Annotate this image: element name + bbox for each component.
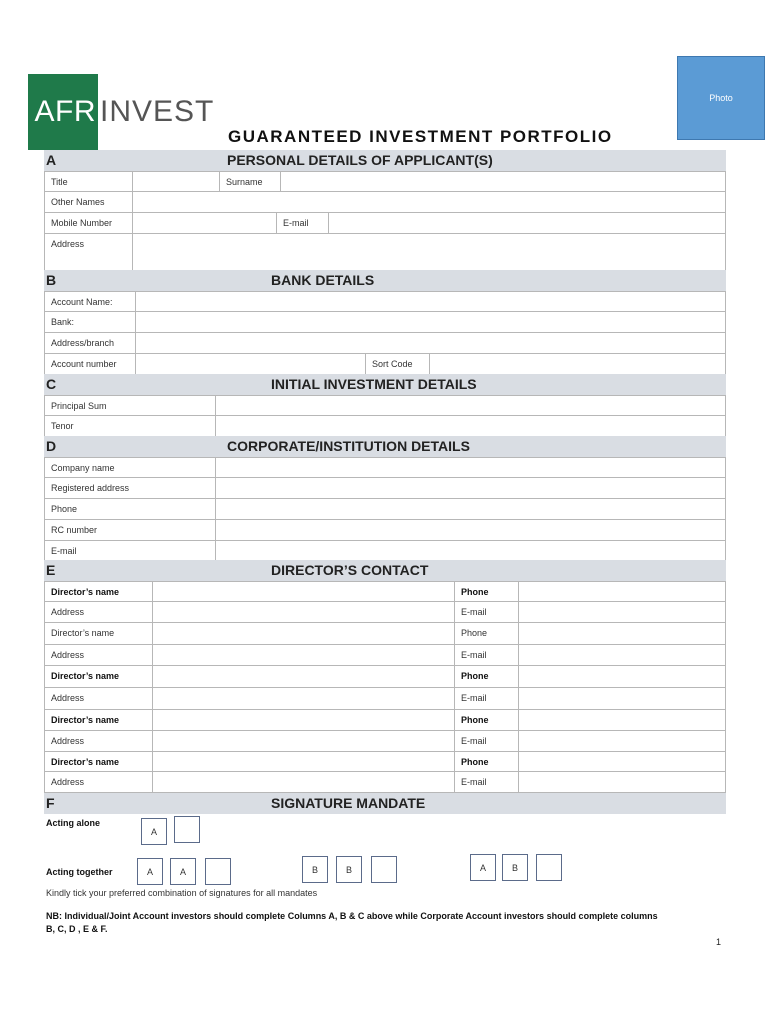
- director-email-label: E-mail: [455, 602, 519, 622]
- signature-box-b: B: [336, 856, 362, 883]
- signature-box-a: A: [170, 858, 196, 885]
- table-row: [44, 458, 726, 478]
- acting-together-label: Acting together: [46, 867, 113, 877]
- table-row: [44, 752, 726, 772]
- section-a-header: [44, 150, 726, 171]
- director-phone-field[interactable]: [519, 752, 725, 771]
- section-c-header: [44, 374, 726, 395]
- sort-code-label: Sort Code: [366, 354, 430, 374]
- signature-tick-box[interactable]: [371, 856, 397, 883]
- email-label: E-mail: [277, 213, 329, 233]
- section-title: DIRECTOR’S CONTACT: [271, 562, 429, 578]
- director-name-field[interactable]: [153, 752, 455, 771]
- director-email-label: E-mail: [455, 645, 519, 665]
- director-address-field[interactable]: [153, 772, 455, 792]
- photo-label: Photo: [709, 93, 733, 103]
- director-phone-label: Phone: [455, 623, 519, 644]
- table-row: [44, 213, 726, 234]
- afrinvest-logo: [28, 74, 214, 150]
- logo-mark: AFR: [28, 74, 98, 150]
- director-address-label: Address: [45, 731, 153, 751]
- director-name-field[interactable]: [153, 623, 455, 644]
- table-row: [44, 541, 726, 562]
- acting-alone-label: Acting alone: [46, 818, 101, 828]
- section-letter: D: [46, 438, 57, 454]
- table-row: [44, 312, 726, 333]
- company-name-label: Company name: [45, 458, 216, 477]
- document-title: GUARANTEED INVESTMENT PORTFOLIO: [228, 127, 613, 146]
- company-name-field[interactable]: [216, 458, 725, 477]
- director-email-label: E-mail: [455, 688, 519, 709]
- table-row: [44, 499, 726, 520]
- director-email-field[interactable]: [519, 602, 725, 622]
- nb-note-line2: B, C, D , E & F.: [46, 924, 108, 934]
- tenor-label: Tenor: [45, 416, 216, 436]
- table-row: [44, 688, 726, 710]
- principal-sum-label: Principal Sum: [45, 396, 216, 415]
- table-row: [44, 772, 726, 793]
- table-row: [44, 710, 726, 731]
- section-letter: B: [46, 272, 57, 288]
- director-name-field[interactable]: [153, 710, 455, 730]
- director-email-field[interactable]: [519, 731, 725, 751]
- directors-table: [44, 581, 726, 793]
- rc-number-label: RC number: [45, 520, 216, 540]
- section-d-header: [44, 436, 726, 457]
- director-phone-label: Phone: [455, 582, 519, 601]
- section-f-header: [44, 793, 726, 814]
- director-name-label: Director’s name: [45, 666, 153, 687]
- director-name-label: Director’s name: [45, 752, 153, 771]
- section-letter: F: [46, 795, 55, 811]
- surname-field[interactable]: [281, 172, 725, 191]
- director-address-field[interactable]: [153, 688, 455, 709]
- section-title: BANK DETAILS: [271, 272, 375, 288]
- bank-details-table: [44, 291, 726, 375]
- director-address-field[interactable]: [153, 731, 455, 751]
- signature-box-b: B: [502, 854, 528, 881]
- title-field[interactable]: [133, 172, 220, 191]
- account-number-field[interactable]: [136, 354, 366, 374]
- table-row: [44, 602, 726, 623]
- investment-details-table: [44, 395, 726, 437]
- tenor-field[interactable]: [216, 416, 725, 436]
- table-row: [44, 234, 726, 271]
- table-row: [44, 645, 726, 666]
- account-name-field[interactable]: [136, 292, 725, 311]
- table-row: [44, 333, 726, 354]
- corporate-details-table: [44, 457, 726, 562]
- address-label: Address: [45, 234, 133, 270]
- table-row: [44, 731, 726, 752]
- registered-address-field[interactable]: [216, 478, 725, 498]
- section-title: PERSONAL DETAILS OF APPLICANT(S): [227, 152, 493, 168]
- director-address-field[interactable]: [153, 602, 455, 622]
- director-phone-label: Phone: [455, 752, 519, 771]
- logo-wordmark: INVEST: [100, 95, 215, 128]
- table-row: [44, 623, 726, 645]
- sort-code-field[interactable]: [430, 354, 725, 374]
- registered-address-label: Registered address: [45, 478, 216, 498]
- table-row: [44, 292, 726, 312]
- account-name-label: Account Name:: [45, 292, 136, 311]
- personal-details-table: [44, 171, 726, 271]
- address-field[interactable]: [133, 234, 725, 270]
- surname-label: Surname: [220, 172, 281, 191]
- email-field[interactable]: [329, 213, 725, 233]
- table-row: [44, 172, 726, 192]
- table-row: [44, 666, 726, 688]
- director-email-label: E-mail: [455, 772, 519, 792]
- director-phone-field[interactable]: [519, 710, 725, 730]
- director-address-label: Address: [45, 772, 153, 792]
- rc-number-field[interactable]: [216, 520, 725, 540]
- director-address-label: Address: [45, 645, 153, 665]
- mobile-number-field[interactable]: [133, 213, 277, 233]
- director-name-label: Director’s name: [45, 710, 153, 730]
- director-name-field[interactable]: [153, 666, 455, 687]
- signature-box-a: A: [141, 818, 167, 845]
- director-name-label: Director’s name: [45, 623, 153, 644]
- director-address-label: Address: [45, 688, 153, 709]
- director-phone-field[interactable]: [519, 666, 725, 687]
- signature-tick-box[interactable]: [205, 858, 231, 885]
- director-phone-field[interactable]: [519, 623, 725, 644]
- photo-placeholder[interactable]: [677, 56, 765, 140]
- director-phone-label: Phone: [455, 710, 519, 730]
- signature-box-a: A: [470, 854, 496, 881]
- other-names-label: Other Names: [45, 192, 133, 212]
- director-name-label: Director’s name: [45, 582, 153, 601]
- other-names-field[interactable]: [133, 192, 725, 212]
- address-branch-field[interactable]: [136, 333, 725, 353]
- signature-tick-box[interactable]: [174, 816, 200, 843]
- email-field[interactable]: [216, 541, 725, 561]
- principal-sum-field[interactable]: [216, 396, 725, 415]
- section-title: CORPORATE/INSTITUTION DETAILS: [227, 438, 470, 454]
- section-e-header: [44, 560, 726, 581]
- email-label: E-mail: [45, 541, 216, 561]
- table-row: [44, 416, 726, 437]
- page-number: 1: [716, 937, 722, 947]
- section-letter: A: [46, 152, 57, 168]
- table-row: [44, 396, 726, 416]
- director-name-field[interactable]: [153, 582, 455, 601]
- signature-instruction: Kindly tick your preferred combination of signatures for all mandates: [46, 888, 318, 898]
- phone-field[interactable]: [216, 499, 725, 519]
- table-row: [44, 520, 726, 541]
- director-address-field[interactable]: [153, 645, 455, 665]
- mobile-number-label: Mobile Number: [45, 213, 133, 233]
- table-row: [44, 582, 726, 602]
- director-email-field[interactable]: [519, 645, 725, 665]
- section-title: INITIAL INVESTMENT DETAILS: [271, 376, 477, 392]
- bank-field[interactable]: [136, 312, 725, 332]
- phone-label: Phone: [45, 499, 216, 519]
- account-number-label: Account number: [45, 354, 136, 374]
- section-letter: E: [46, 562, 56, 578]
- signature-box-a: A: [137, 858, 163, 885]
- section-b-header: [44, 270, 726, 291]
- table-row: [44, 478, 726, 499]
- title-label: Title: [45, 172, 133, 191]
- director-email-field[interactable]: [519, 688, 725, 709]
- director-address-label: Address: [45, 602, 153, 622]
- director-phone-label: Phone: [455, 666, 519, 687]
- table-row: [44, 354, 726, 375]
- nb-note-line1: NB: Individual/Joint Account investors should complete Columns A, B & C above while Corporate Account investors should complete columns: [46, 911, 658, 921]
- section-title: SIGNATURE MANDATE: [271, 795, 426, 811]
- address-branch-label: Address/branch: [45, 333, 136, 353]
- director-email-field[interactable]: [519, 772, 725, 792]
- signature-tick-box[interactable]: [536, 854, 562, 881]
- bank-label: Bank:: [45, 312, 136, 332]
- director-email-label: E-mail: [455, 731, 519, 751]
- director-phone-field[interactable]: [519, 582, 725, 601]
- signature-box-b: B: [302, 856, 328, 883]
- table-row: [44, 192, 726, 213]
- section-letter: C: [46, 376, 57, 392]
